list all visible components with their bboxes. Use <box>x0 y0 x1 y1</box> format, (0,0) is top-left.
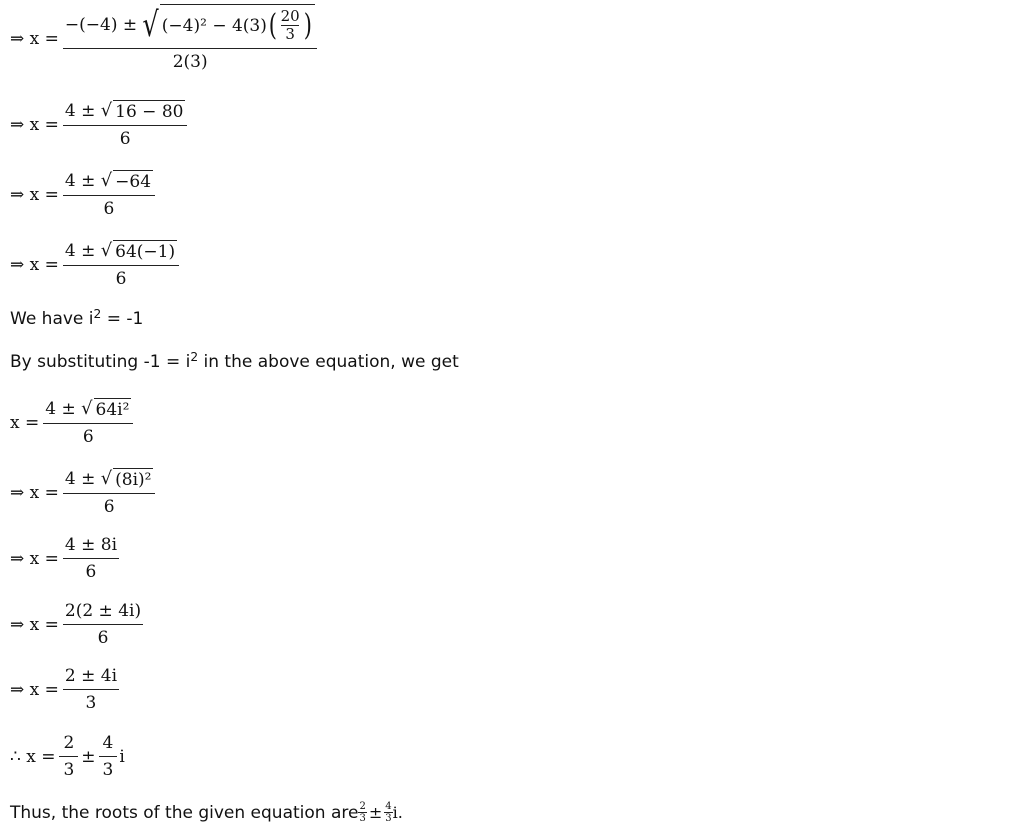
equation-step-5: x = 4 ± √ 64i² 6 <box>10 398 133 448</box>
equation-step-4: ⇒ x = 4 ± √ 64(−1) 6 <box>10 240 179 290</box>
fraction: $\frac{2(2 \pm 4i)}{6}$ <box>64 601 142 648</box>
parenthesized-fraction: ( $\frac{20}{3}$ ) <box>268 7 312 43</box>
radicand: (−4)² − 4(3) ( $\frac{20}{3}$ ) <box>160 4 316 46</box>
equation-step-7: ⇒ x = $\frac{4 \pm 8i}{6}$ <box>10 535 118 582</box>
fraction-b: $\frac{4}{3}$ <box>99 732 118 781</box>
fraction: 4 ± √ 64i² 6 <box>43 398 133 448</box>
fraction <box>63 4 318 73</box>
inner-fraction: $\frac{20}{3}$ <box>280 7 300 43</box>
equation-step-10: ∴ x = $\frac{2}{3}$ ± $\frac{4}{3}$ i <box>10 733 125 780</box>
equation-step-3: ⇒ x = 4 ± √ −64 6 <box>10 170 155 220</box>
fraction: 4 ± √ −64 6 <box>63 170 155 220</box>
small-fraction-b: $\frac{4}{3}$ <box>385 801 392 824</box>
radical-sign-icon: √ <box>100 170 113 191</box>
equation-step-2: ⇒ x = 4 ± √ 16 − 80 6 <box>10 100 187 150</box>
fraction: 4 ± √ (8i)² 6 <box>63 468 156 518</box>
radical-sign-icon: √ <box>81 398 93 419</box>
equation-step-9: ⇒ x = $\frac{2 \pm 4i}{3}$ <box>10 666 118 713</box>
fraction: 4 ± √ 64(−1) 6 <box>63 240 179 290</box>
fraction: 4 ± √ 16 − 80 6 <box>63 100 188 150</box>
numerator: −(−4) ± √ (−4)² − 4(3) ( $\frac{20}{3}$ ) <box>63 4 318 48</box>
equation-step-6: ⇒ x = 4 ± √ (8i)² 6 <box>10 468 155 518</box>
small-fraction-a: $\frac{2}{3}$ <box>359 801 366 824</box>
radical-sign-icon: √ <box>100 468 113 489</box>
fraction: $\frac{2 \pm 4i}{3}$ <box>64 666 118 713</box>
text-we-have: We have $i^2 = -1$ <box>10 306 144 329</box>
radical-sign-icon: √ <box>100 100 113 121</box>
text-substituting: By substituting $-1 = i^2$ in the above equation, we get <box>10 349 459 372</box>
radical-sign-icon: √ <box>142 5 159 45</box>
fraction-a: $\frac{2}{3}$ <box>59 732 78 781</box>
text-conclusion: Thus, the roots of the given equation are $\frac{2}{3}$ ± $\frac{4}{3}$ i. <box>10 801 403 824</box>
equation-step-8: ⇒ x = $\frac{2(2 \pm 4i)}{6}$ <box>10 601 142 648</box>
fraction: $\frac{4 \pm 8i}{6}$ <box>64 535 118 582</box>
radical-sign-icon: √ <box>100 240 113 261</box>
square-root <box>137 4 315 46</box>
equation-step-1 <box>10 4 317 73</box>
denominator: 2(3) <box>63 48 318 73</box>
implies-x: ⇒ x = <box>10 28 59 49</box>
